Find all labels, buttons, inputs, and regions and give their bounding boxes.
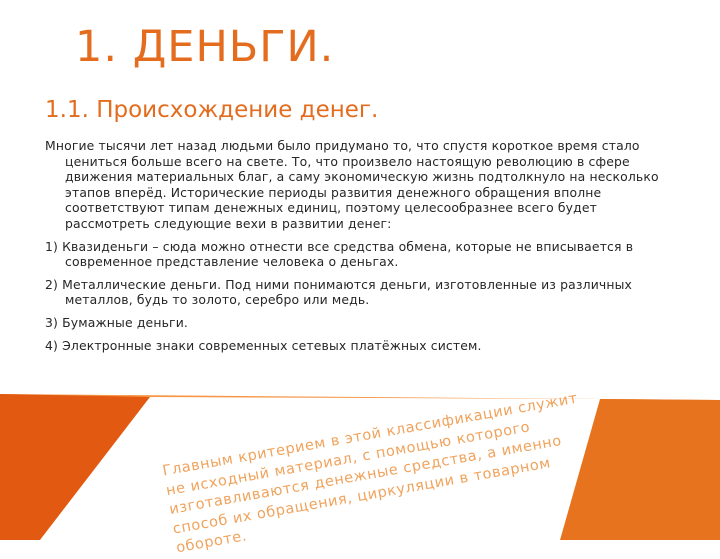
- slide-title: 1. ДЕНЬГИ.: [75, 22, 335, 72]
- rotated-note: Главным критерием в этой классификации служит не исходный материал, с помощью которого изготавливаются денежные средства, а именно способ их обращения, циркуляции в товарном обороте.: [161, 390, 579, 557]
- paragraph-intro: Многие тысячи лет назад людьми было придумано то, что спустя короткое время стало цениться больше всего на свете. То, что произвело настоящую революцию в сфере движения материальных благ, а саму экономическую жизнь подтолкнуло на несколько этапов вперёд. Исторические периоды развития денежного обращения вполне соответствуют типам денежных единиц, поэтому целесообразнее всего будет рассмотреть следующие вехи в развитии денег:: [45, 138, 659, 231]
- list-item-paper-money: 3) Бумажные деньги.: [45, 314, 188, 330]
- list-item-metal-money: 2) Металлические деньги. Под ними понимаются деньги, изготовленные из различных металлов, будь то золото, серебро или медь.: [45, 276, 633, 308]
- list-item-electronic-money: 4) Электронные знаки современных сетевых платёжных систем.: [45, 337, 482, 353]
- body-text: [45, 138, 685, 360]
- list-item-quasi-money: 1) Квазиденьги – сюда можно отнести все средства обмена, которые не вписывается в современное представление человека о деньгах.: [45, 238, 634, 270]
- slide-subtitle: 1.1. Происхождение денег.: [45, 97, 379, 123]
